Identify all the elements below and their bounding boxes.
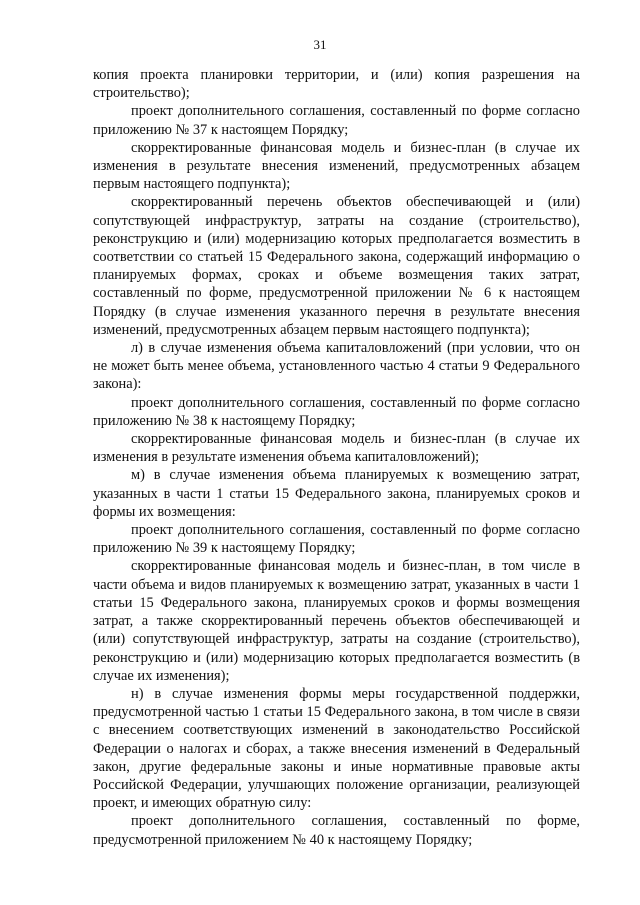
paragraph: проект дополнительного соглашения, составленный по форме согласно приложению № 39 к настоящему Порядку; <box>93 522 580 557</box>
paragraph: л) в случае изменения объема капиталовложений (при условии, что он не может быть менее объема, установленного частью 4 статьи 9 Федерального закона): <box>93 340 580 393</box>
document-body <box>93 66 580 849</box>
paragraph: скорректированные финансовая модель и бизнес-план (в случае их изменения в результате изменения объема капиталовложений); <box>93 431 580 466</box>
paragraph: проект дополнительного соглашения, составленный по форме согласно приложению № 37 к настоящем Порядку; <box>93 103 580 138</box>
page-number: 31 <box>313 37 327 52</box>
paragraph: м) в случае изменения объема планируемых к возмещению затрат, указанных в части 1 статьи 15 Федерального закона, планируемых сроков и формы их возмещения: <box>93 467 580 520</box>
paragraph: скорректированные финансовая модель и бизнес-план (в случае их изменения в результате внесения изменений, предусмотренных абзацем первым настоящего подпункта); <box>93 139 580 193</box>
paragraph: проект дополнительного соглашения, составленный по форме, предусмотренной приложением № 40 к настоящему Порядку; <box>93 813 580 848</box>
paragraph: скорректированный перечень объектов обеспечивающей и (или) сопутствующей инфраструктур, затраты на создание (строительство), реконструкцию и (или) модернизацию которых предполагается возместить в соответствии со статьей 15 Федерального закона, содержащий информацию о планируемых формах, сроках и объеме возмещения таких затрат, составленный по форме, предусмотренной приложении № 6 к настоящем Порядку (в случае изменения указанного перечня в результате внесения изменений, предусмотренных абзацем первым настоящего подпункта); <box>93 194 580 338</box>
paragraph: скорректированные финансовая модель и бизнес-план, в том числе в части объема и видов планируемых к возмещению затрат, указанных в части 1 статьи 15 Федерального закона, планируемых сроков и формы возмещения затрат, а также скорректированный перечень объектов обеспечивающей и (или) сопутствующей инфраструктур, затраты на создание (строительство), реконструкцию и (или) модернизацию которых предполагается возместить (в случае их изменения); <box>93 558 580 684</box>
paragraph: н) в случае изменения формы меры государственной поддержки, предусмотренной частью 1 статьи 15 Федерального закона, в том числе в связи с внесением соответствующих изменений в законодательство Российской Федерации о налогах и сборах, а также внесения изменений в Федеральный закон, другие федеральные законы и иные нормативные правовые акты Российской Федерации, улучшающих положение организации, реализующей проект, и имеющих обратную силу: <box>93 685 580 812</box>
paragraph: проект дополнительного соглашения, составленный по форме согласно приложению № 38 к настоящему Порядку; <box>93 394 580 429</box>
paragraph: копия проекта планировки территории, и (или) копия разрешения на строительство); <box>93 67 580 102</box>
